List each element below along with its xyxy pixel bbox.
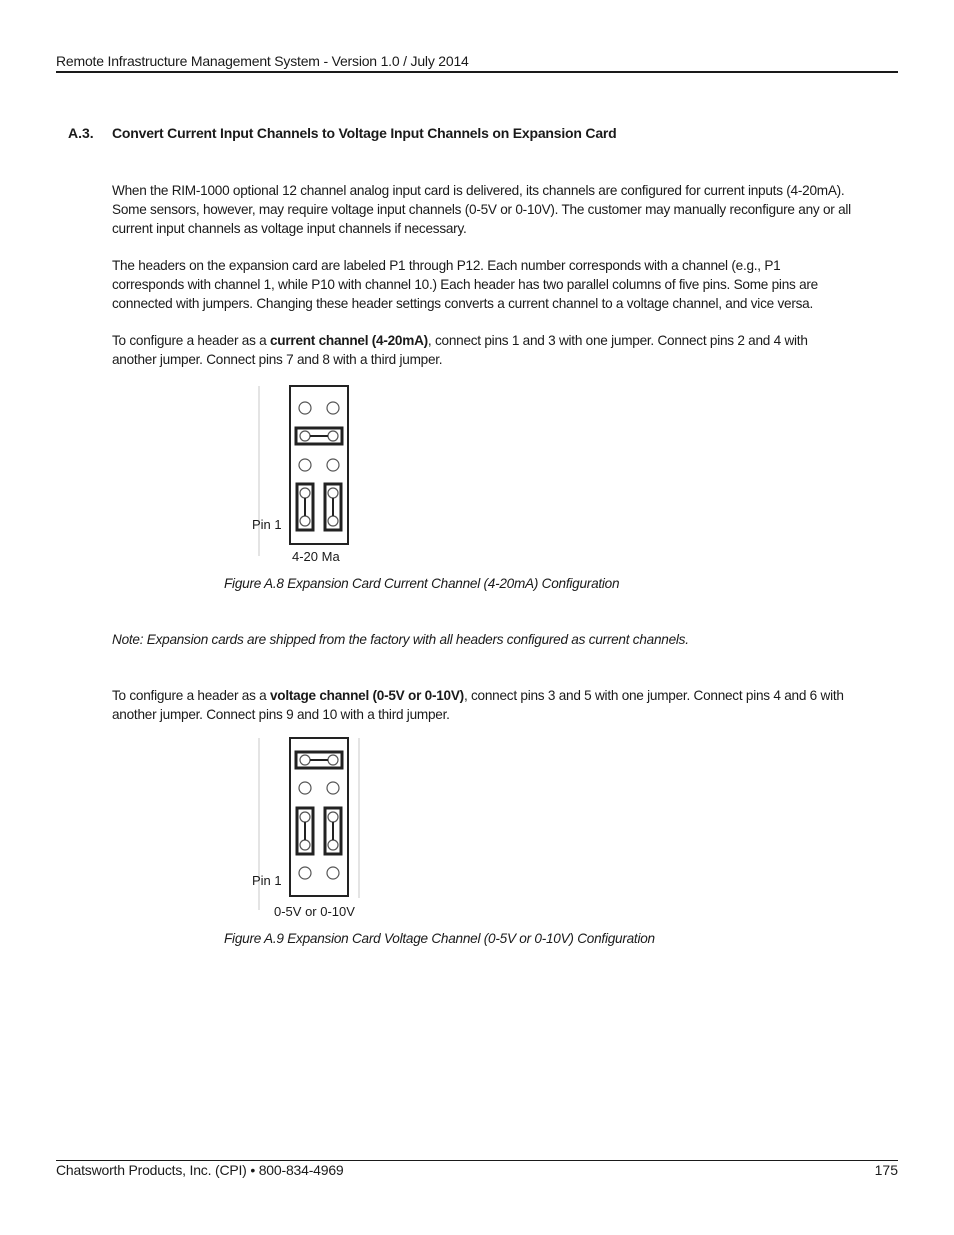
p3-after: , connect pins 1 and 3 with one jumper. Connect pins 2 and 4 with another jumper. Connect pins 7 and 8 with a third jumper.	[112, 333, 808, 367]
figure-a8-caption: Figure A.8 Expansion Card Current Channel (4-20mA) Configuration	[224, 576, 620, 591]
scan-shadow	[358, 738, 360, 898]
p4-bold: voltage channel (0-5V or 0-10V)	[270, 688, 464, 703]
footer-rule	[56, 1160, 898, 1161]
footer-company: Chatsworth Products, Inc. (CPI) • 800-834-4969	[56, 1162, 344, 1178]
section-title: Convert Current Input Channels to Voltage Input Channels on Expansion Card	[112, 125, 617, 141]
pin1-label: Pin 1	[252, 873, 282, 888]
running-header: Remote Infrastructure Management System - Version 1.0 / July 2014	[56, 53, 469, 69]
mode-label: 0-5V or 0-10V	[274, 904, 355, 919]
p4-before: To configure a header as a	[112, 688, 270, 703]
figure-a9-caption: Figure A.9 Expansion Card Voltage Channel (0-5V or 0-10V) Configuration	[224, 931, 655, 946]
header-rule	[56, 71, 898, 73]
section-number: A.3.	[68, 125, 94, 141]
page-number: 175	[874, 1162, 898, 1178]
figure-a8-diagram	[248, 384, 368, 566]
p3-bold: current channel (4-20mA)	[270, 333, 428, 348]
note-text: Note: Expansion cards are shipped from the factory with all headers configured as current channels.	[112, 632, 689, 647]
figure-a9-diagram	[248, 736, 378, 924]
paragraph-intro: When the RIM-1000 optional 12 channel analog input card is delivered, its channels are configured for current inputs (4-20mA). Some sensors, however, may require voltage input channels (0-5V or 0-10V). The customer may manually reconfigure any or all current input channels as voltage input channels if necessary.	[112, 183, 851, 236]
p4-after: , connect pins 3 and 5 with one jumper. Connect pins 4 and 6 with another jumper. Connect pins 9 and 10 with a third jumper.	[112, 688, 844, 722]
pin1-label: Pin 1	[252, 517, 282, 532]
paragraph-voltage-config	[112, 687, 852, 725]
paragraph-current-config	[112, 332, 852, 370]
p3-before: To configure a header as a	[112, 333, 270, 348]
paragraph-headers: The headers on the expansion card are labeled P1 through P12. Each number corresponds with a channel (e.g., P1 corresponds with channel 1, while P10 with channel 10.) Each header has two parallel columns of five pins. Some pins are connected with jumpers. Changing these header settings converts a current channel to a voltage channel, and vice versa.	[112, 258, 818, 311]
mode-label: 4-20 Ma	[292, 549, 340, 564]
